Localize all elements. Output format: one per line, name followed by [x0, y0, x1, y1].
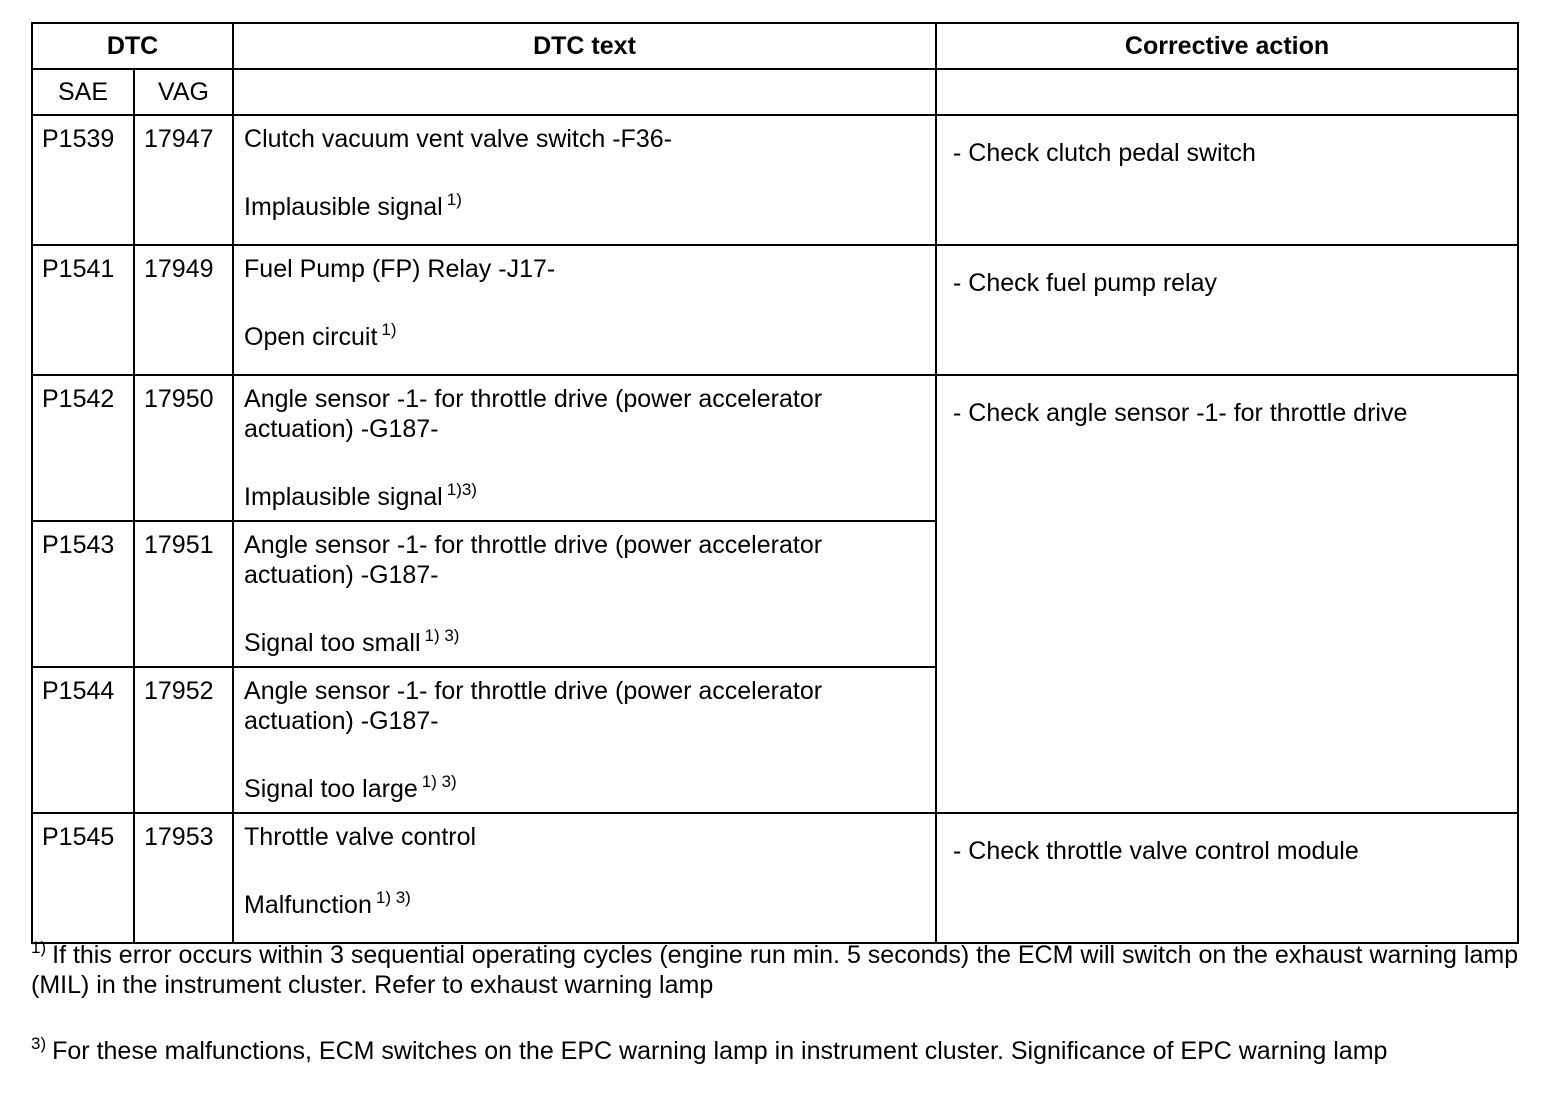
component-name: Throttle valve control — [244, 823, 477, 851]
component-name: Angle sensor -1- for throttle drive (power accelerator actuation) -G187- — [244, 677, 823, 735]
footnote-ref: 1) — [446, 190, 462, 209]
footnote-text: If this error occurs within 3 sequential operating cycles (engine run min. 5 seconds) the ECM will switch on the exhaust warning lamp (MIL) in the instrument cluster. Refer to exhaust warning lamp — [31, 941, 1519, 999]
footnote-ref: 1) 3) — [424, 626, 460, 645]
table-row — [32, 813, 1518, 943]
table-row — [32, 375, 1518, 521]
dtc-text — [233, 813, 936, 943]
header-dtc: DTC — [32, 23, 233, 69]
subheader-row — [32, 69, 1518, 115]
table-row — [32, 245, 1518, 375]
component-name: Angle sensor -1- for throttle drive (power accelerator actuation) -G187- — [244, 385, 823, 443]
vag-code: 17951 — [134, 521, 233, 667]
footnote-ref: 1) 3) — [375, 888, 411, 907]
footnote-mark: 3) — [31, 1034, 47, 1053]
fault-condition: Open circuit $^{1)}$ — [244, 320, 397, 351]
footnotes — [31, 940, 1521, 1102]
footnote-ref: 1) 3) — [421, 772, 457, 791]
corrective-action: - Check fuel pump relay — [936, 245, 1518, 375]
sae-code: P1539 — [32, 115, 134, 245]
header-sae: SAE — [32, 69, 134, 115]
fault-condition: Signal too large $^{1) 3)}$ — [244, 772, 457, 803]
fault-condition: Implausible signal $^{1)}$ — [244, 190, 462, 221]
vag-code: 17949 — [134, 245, 233, 375]
header-row — [32, 23, 1518, 69]
subheader-empty — [233, 69, 936, 115]
footnote — [31, 940, 1521, 1000]
vag-code: 17950 — [134, 375, 233, 521]
dtc-table — [31, 22, 1519, 944]
fault-condition: Signal too small $^{1) 3)}$ — [244, 626, 460, 657]
dtc-text — [233, 245, 936, 375]
subheader-empty — [936, 69, 1518, 115]
fault-condition: Implausible signal $^{1)3)}$ — [244, 480, 477, 511]
sae-code: P1543 — [32, 521, 134, 667]
component-name: Fuel Pump (FP) Relay -J17- — [244, 255, 556, 283]
sae-code: P1545 — [32, 813, 134, 943]
table-row — [32, 115, 1518, 245]
component-name: Angle sensor -1- for throttle drive (power accelerator actuation) -G187- — [244, 531, 823, 589]
header-corrective-action: Corrective action — [936, 23, 1518, 69]
dtc-text — [233, 115, 936, 245]
header-vag: VAG — [134, 69, 233, 115]
vag-code: 17947 — [134, 115, 233, 245]
sae-code: P1542 — [32, 375, 134, 521]
corrective-action: - Check throttle valve control module — [936, 813, 1518, 943]
footnote-mark: 1) — [31, 938, 47, 957]
corrective-action: - Check angle sensor -1- for throttle drive — [936, 375, 1518, 813]
sae-code: P1544 — [32, 667, 134, 813]
dtc-text — [233, 521, 936, 667]
dtc-text — [233, 375, 936, 521]
footnote-ref: 1)3) — [446, 480, 477, 499]
footnote — [31, 1036, 1521, 1066]
component-name: Clutch vacuum vent valve switch -F36- — [244, 125, 672, 153]
dtc-text — [233, 667, 936, 813]
footnote-text: For these malfunctions, ECM switches on the EPC warning lamp in instrument cluster. Significance of EPC warning lamp — [52, 1037, 1388, 1065]
header-dtc-text: DTC text — [233, 23, 936, 69]
fault-condition: Malfunction $^{1) 3)}$ — [244, 888, 411, 919]
sae-code: P1541 — [32, 245, 134, 375]
vag-code: 17953 — [134, 813, 233, 943]
corrective-action: - Check clutch pedal switch — [936, 115, 1518, 245]
footnote-ref: 1) — [381, 320, 397, 339]
vag-code: 17952 — [134, 667, 233, 813]
